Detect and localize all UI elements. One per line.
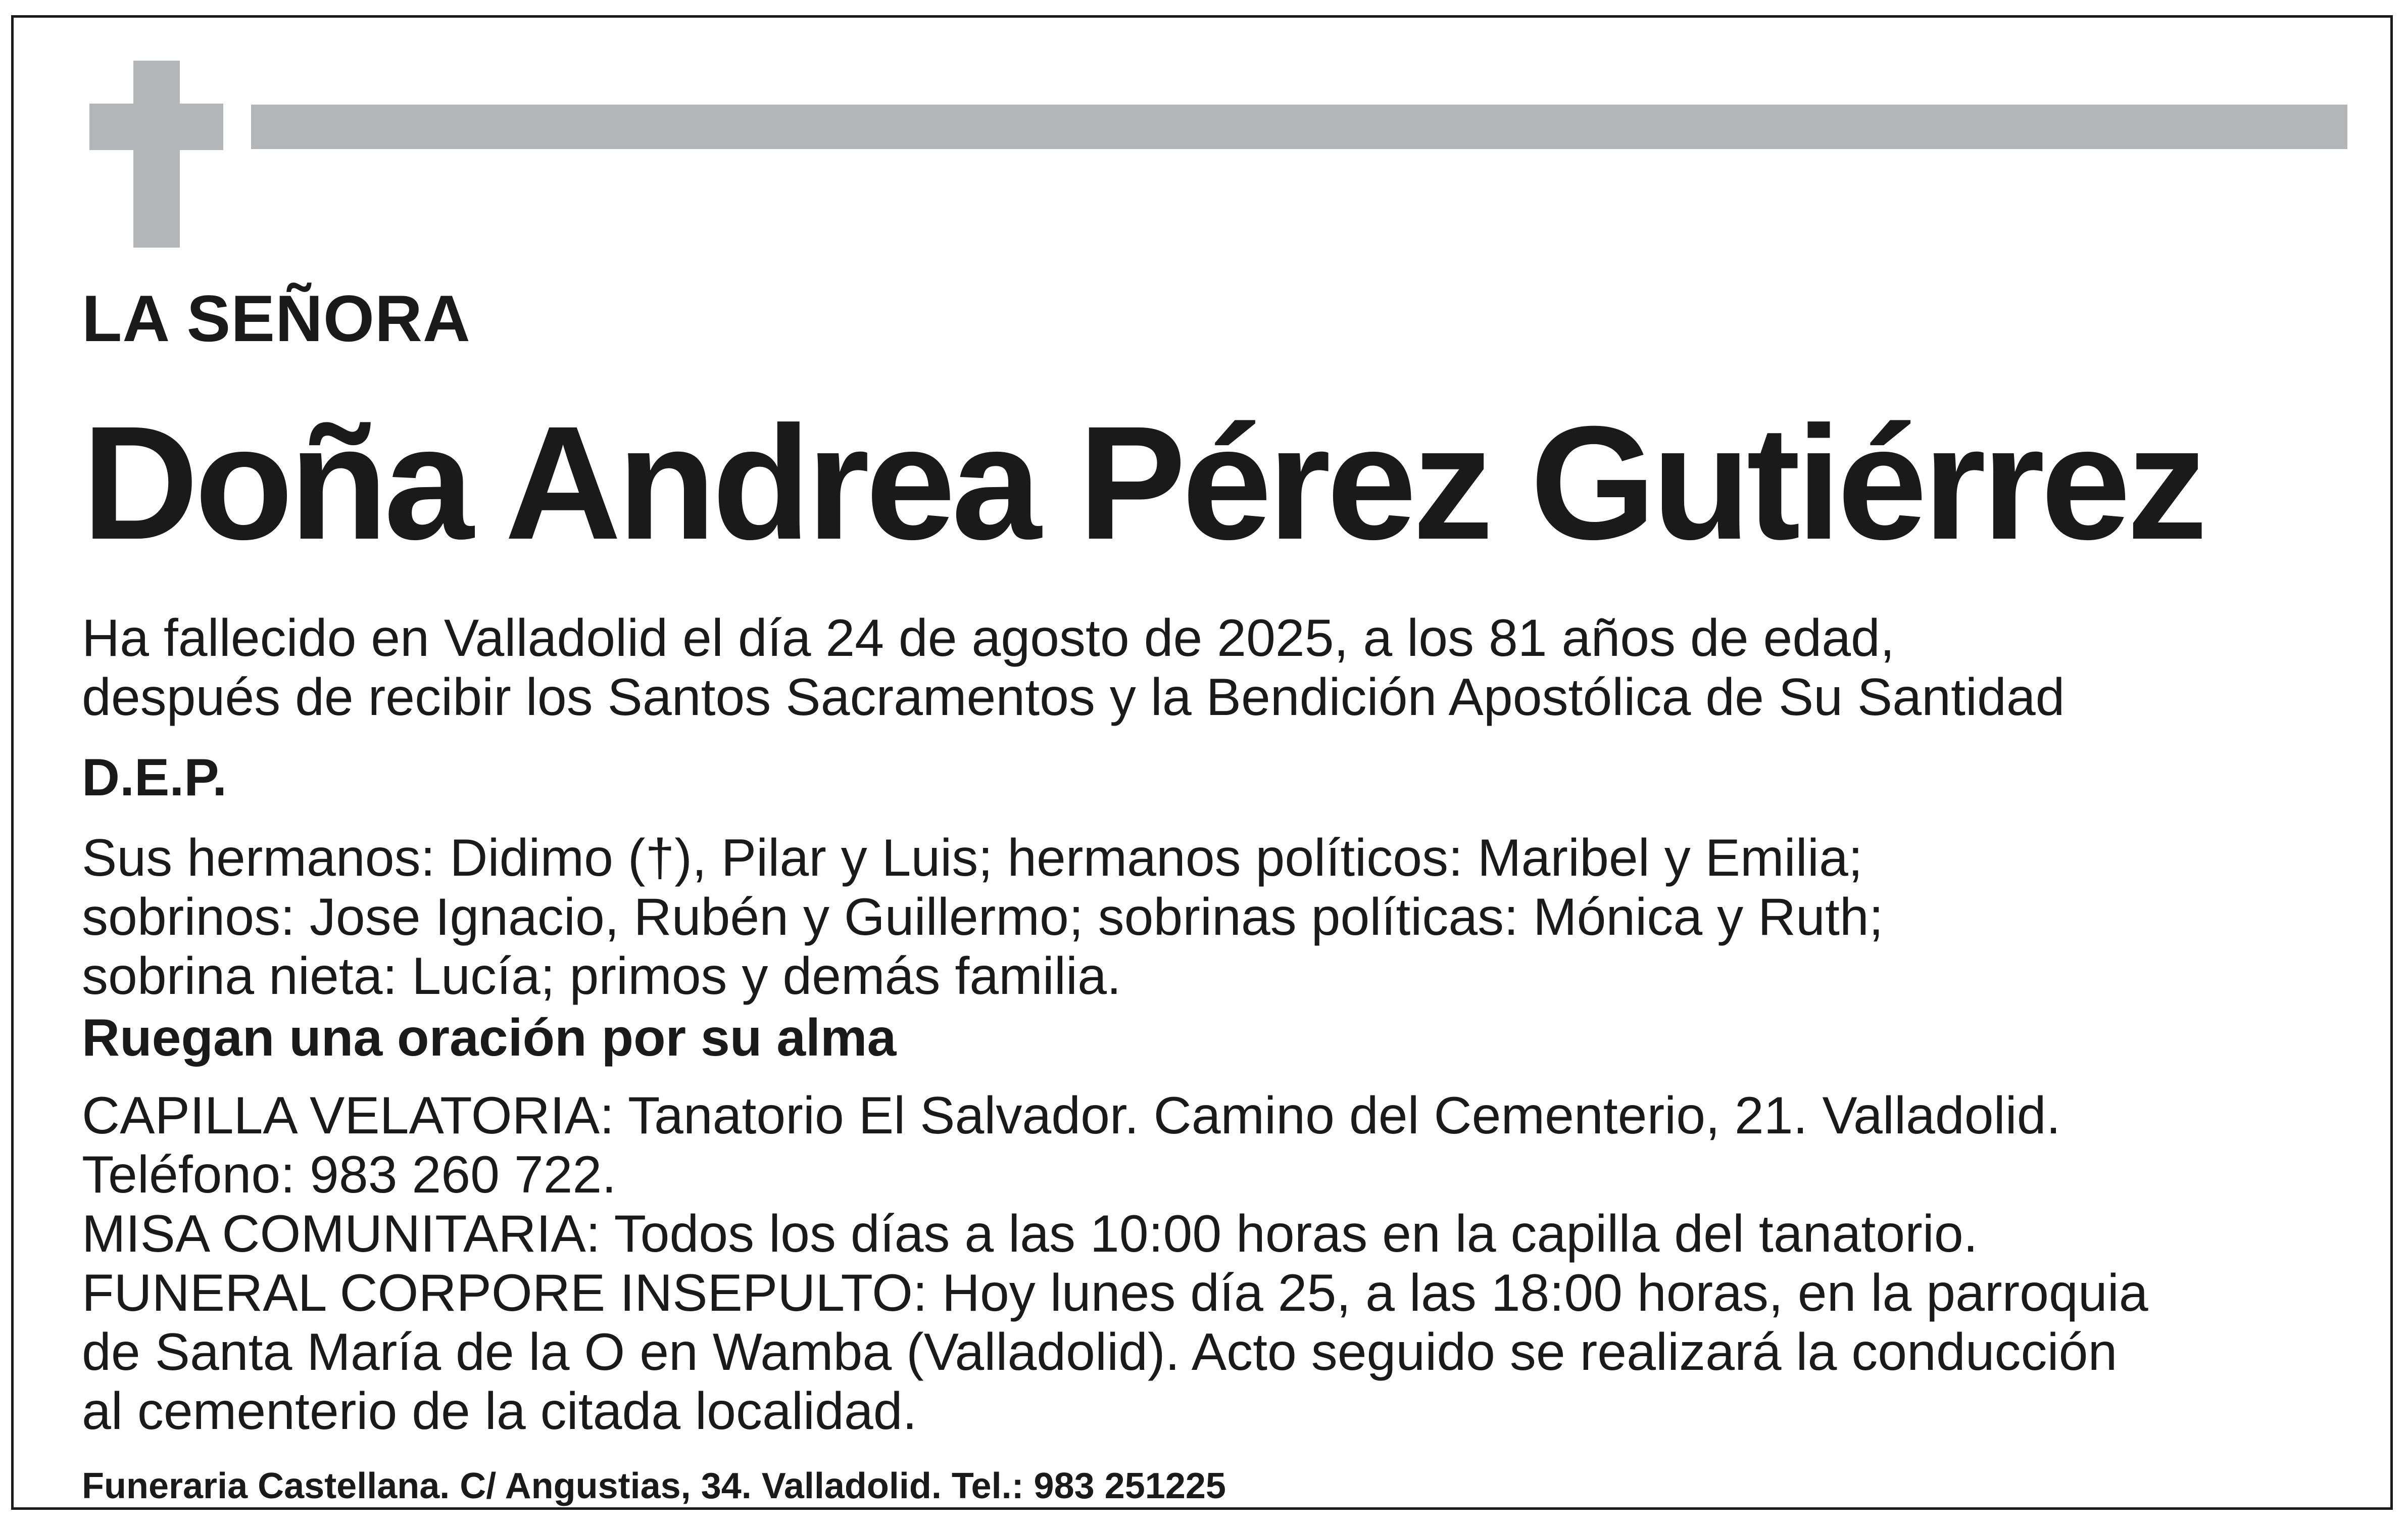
services-line: CAPILLA VELATORIA: Tanatorio El Salvador. Camino del Cementerio, 21. Valladolid.: [82, 1086, 2061, 1145]
family-line: Sus hermanos: Didimo (†), Pilar y Luis; hermanos políticos: Maribel y Emilia;: [82, 829, 1863, 887]
prayer-request: Ruegan una oración por su alma: [82, 1009, 897, 1067]
pre-title: LA SEÑORA: [82, 281, 471, 355]
header-rule: [251, 105, 2347, 149]
funeral-home-footer: Funeraria Castellana. C/ Angustias, 34. Valladolid. Tel.: 983 251225: [82, 1466, 1226, 1506]
latin-cross-icon: [89, 61, 223, 248]
deceased-name: Doña Andrea Pérez Gutiérrez: [82, 392, 2204, 573]
intro-paragraph: [82, 609, 2065, 727]
services-line: FUNERAL CORPORE INSEPULTO: Hoy lunes día 25, a las 18:00 horas, en la parroquia: [82, 1264, 2148, 1322]
family-paragraph: [82, 829, 1884, 1006]
services-line: de Santa María de la O en Wamba (Valladolid). Acto seguido se realizará la conducción: [82, 1323, 2118, 1381]
dep-label: D.E.P.: [82, 748, 227, 807]
services-paragraph: [82, 1086, 2148, 1441]
obituary-notice: [11, 15, 2393, 1510]
family-line: sobrinos: Jose Ignacio, Rubén y Guillermo; sobrinas políticas: Mónica y Ruth;: [82, 888, 1884, 946]
cross-vertical-bar: [133, 61, 180, 248]
intro-line: después de recibir los Santos Sacramentos y la Bendición Apostólica de Su Santidad: [82, 668, 2065, 727]
services-line: al cementerio de la citada localidad.: [82, 1382, 917, 1441]
services-line: Teléfono: 983 260 722.: [82, 1146, 617, 1204]
cross-horizontal-bar: [89, 104, 223, 150]
services-line: MISA COMUNITARIA: Todos los días a las 10:00 horas en la capilla del tanatorio.: [82, 1205, 1978, 1263]
family-line: sobrina nieta: Lucía; primos y demás familia.: [82, 947, 1121, 1006]
intro-line: Ha fallecido en Valladolid el día 24 de agosto de 2025, a los 81 años de edad,: [82, 609, 1895, 667]
